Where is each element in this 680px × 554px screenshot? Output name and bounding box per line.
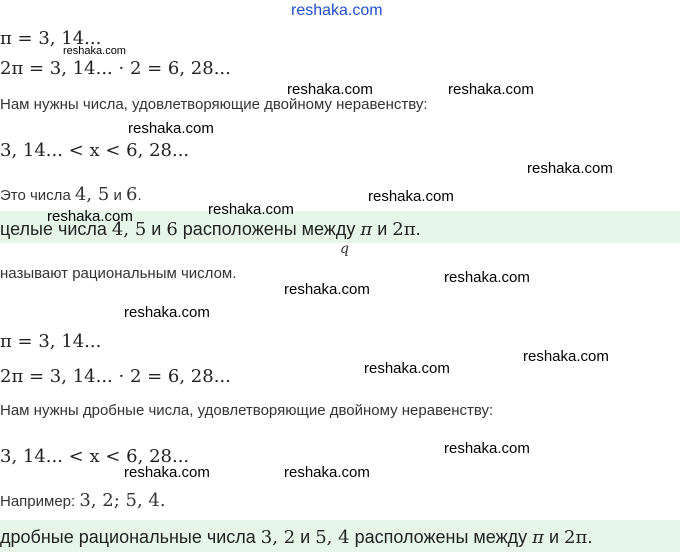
watermark: reshaka.com bbox=[128, 120, 214, 137]
watermark: reshaka.com bbox=[47, 208, 133, 225]
watermark: reshaka.com bbox=[527, 160, 613, 177]
rational-number-text: называют рациональным числом. bbox=[0, 265, 237, 282]
watermark: reshaka.com bbox=[124, 464, 210, 481]
watermark: reshaka.com bbox=[444, 440, 530, 457]
watermark: reshaka.com bbox=[287, 81, 373, 98]
watermark-top: reshaka.com bbox=[291, 2, 383, 19]
integers-found-text: Это числа 4, 5 и 6. bbox=[0, 184, 142, 205]
two-pi-value-line: 2π = 3, 14... · 2 = 6, 28... bbox=[0, 58, 231, 79]
watermark: reshaka.com bbox=[368, 188, 454, 205]
example-text: Например: 3, 2; 5, 4. bbox=[0, 490, 166, 511]
watermark: reshaka.com bbox=[284, 281, 370, 298]
inequality-line-2: 3, 14... < x < 6, 28... bbox=[0, 446, 190, 467]
inequality-intro-text-2: Нам нужны дробные числа, удовлетворяющие двойному неравенству: bbox=[0, 402, 494, 419]
answer-text-2: дробные рациональные числа 3, 2 и 5, 4 расположены между π и 2π. bbox=[0, 527, 593, 548]
watermark: reshaka.com bbox=[63, 45, 126, 57]
inequality-line: 3, 14... < x < 6, 28... bbox=[0, 140, 190, 161]
two-pi-value-line-2: 2π = 3, 14... · 2 = 6, 28... bbox=[0, 366, 231, 387]
answer-text-1: целые числа 4, 5 и 6 расположены между π и 2π. bbox=[0, 219, 421, 240]
watermark: reshaka.com bbox=[523, 348, 609, 365]
watermark: reshaka.com bbox=[124, 304, 210, 321]
watermark: reshaka.com bbox=[444, 269, 530, 286]
watermark: reshaka.com bbox=[448, 81, 534, 98]
inequality-intro-text: Нам нужны числа, удовлетворяющие двойному неравенству: bbox=[0, 96, 428, 113]
watermark: reshaka.com bbox=[364, 360, 450, 377]
watermark: reshaka.com bbox=[284, 464, 370, 481]
watermark: reshaka.com bbox=[208, 201, 294, 218]
q-symbol: q bbox=[340, 241, 349, 257]
pi-value-line-2: π = 3, 14... bbox=[0, 331, 102, 352]
pi-value-line: π = 3, 14... bbox=[0, 28, 102, 49]
